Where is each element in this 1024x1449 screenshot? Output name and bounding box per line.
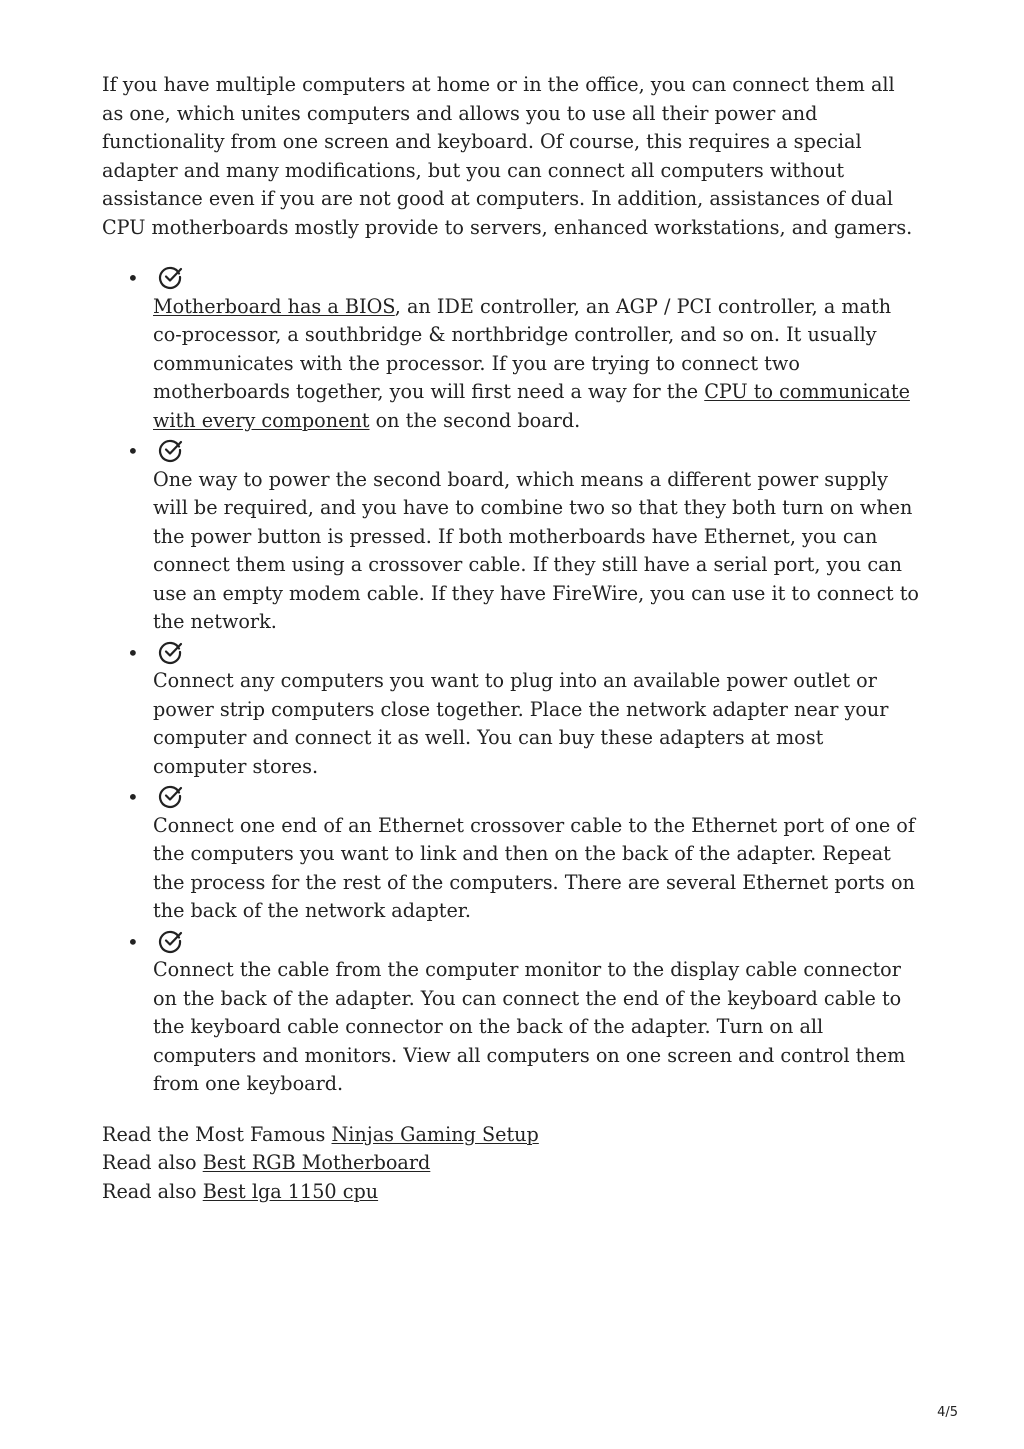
list-item — [102, 783, 922, 926]
step-text: Connect the cable from the computer monitor to the display cable connector on the back of the adapter. You can connect the end of the keyboard cable to the keyboard cable connector on the back of the adapter. Turn on all computers and monitors. View all computers on one screen and control them from one keyboard. — [153, 958, 906, 1095]
read-more-links — [102, 1121, 922, 1207]
ninjas-gaming-setup-link[interactable]: Ninjas Gaming Setup — [331, 1122, 539, 1146]
read-more-line: Read the Most Famous Ninjas Gaming Setup — [102, 1122, 539, 1146]
list-item — [102, 437, 922, 637]
cpu-communicate-link[interactable]: CPU to communicate with every component — [153, 380, 910, 432]
best-rgb-motherboard-link[interactable]: Best RGB Motherboard — [202, 1151, 431, 1174]
check-circle-icon — [158, 639, 184, 668]
step-text: Motherboard has a BIOS, an IDE controller, an AGP / PCI controller, a math co-processor, a southbridge & northbridge controller, and so on. It usually communicates with the processor. If you are trying to connect two motherboards together, you will first need a way for the CPU to communicate with every component on the second board. — [153, 294, 910, 432]
check-circle-icon — [158, 264, 184, 293]
check-circle-icon — [158, 437, 184, 466]
list-item — [102, 639, 922, 782]
best-lga-1150-cpu-link[interactable]: Best lga 1150 cpu — [202, 1179, 379, 1203]
check-circle-icon — [158, 783, 184, 812]
intro-paragraph: If you have multiple computers at home or in the office, you can connect them all as one, which unites computers and allows you to use all their power and functionality from one screen and keyboard. Of course, this requires a special adapter and many modifications, but you can connect all computers without assistance even if you are not good at computers. In addition, assistances of dual CPU motherboards mostly provide to servers, enhanced workstations, and gamers. — [102, 73, 913, 239]
read-more-line: Read also Best RGB Motherboard — [102, 1151, 431, 1174]
read-more-line: Read also Best lga 1150 cpu — [102, 1179, 379, 1203]
step-text: Connect any computers you want to plug into an available power outlet or power strip computers close together. Place the network adapter near your computer and connect it as well. You can buy these adapters at most computer stores. — [153, 669, 889, 778]
step-text: Connect one end of an Ethernet crossover cable to the Ethernet port of one of the computers you want to link and then on the back of the adapter. Repeat the process for the rest of the computers. There are several Ethernet ports on the back of the network adapter. — [153, 813, 915, 922]
list-item — [102, 928, 922, 1099]
article-body — [102, 71, 922, 1206]
list-item — [102, 264, 922, 435]
check-circle-icon — [158, 928, 184, 957]
steps-list — [102, 264, 922, 1099]
motherboard-bios-link[interactable]: Motherboard has a BIOS — [153, 294, 395, 318]
step-text: One way to power the second board, which means a different power supply will be required, and you have to combine two so that they both turn on when the power button is pressed. If both motherboards have Ethernet, you can connect them using a crossover cable. If they still have a serial port, you can use an empty modem cable. If they have FireWire, you can use it to connect to the network. — [153, 467, 919, 633]
page-number: 4/5 — [937, 1405, 958, 1420]
